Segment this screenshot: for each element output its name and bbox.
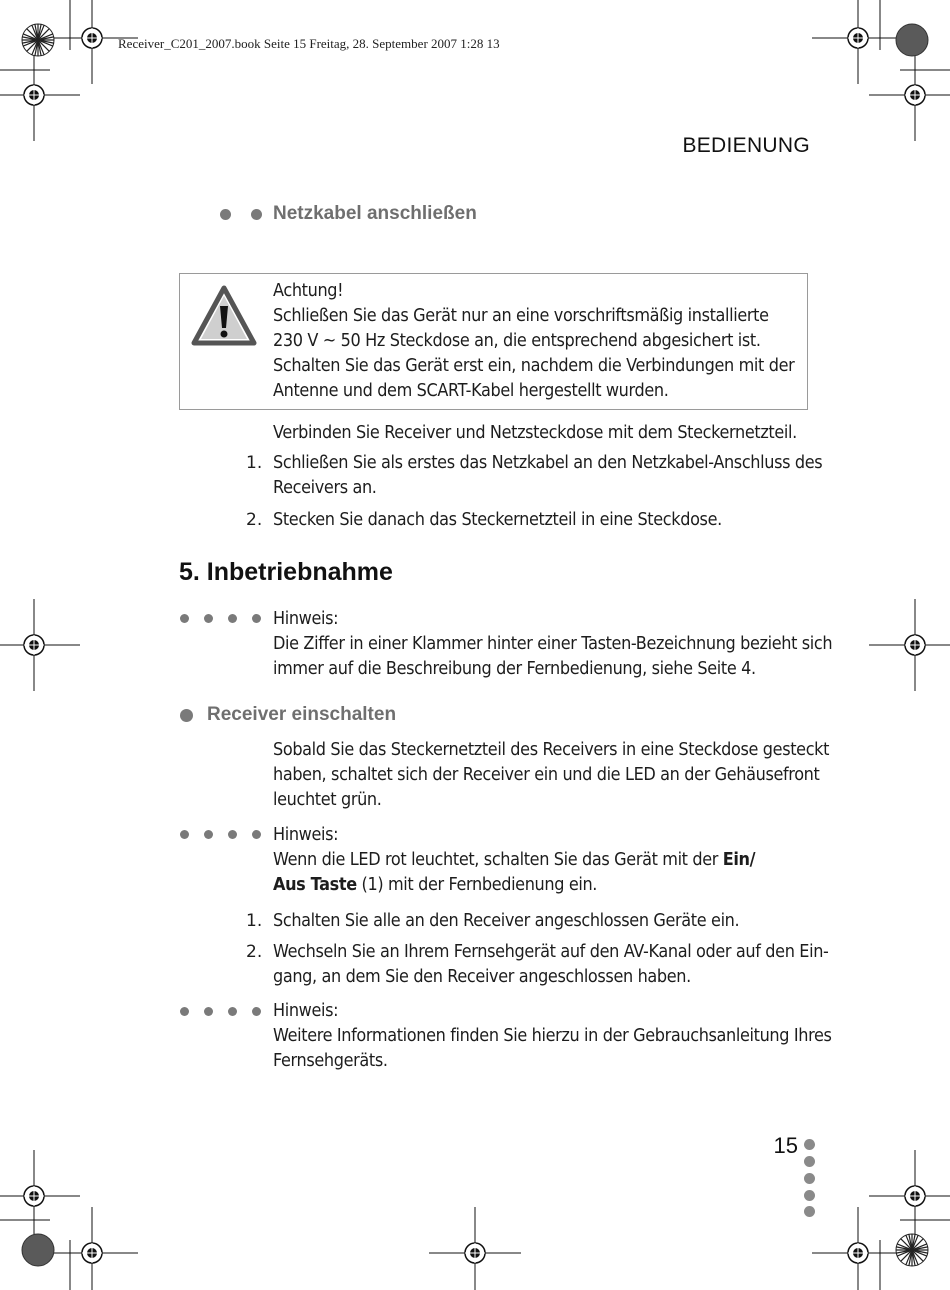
step-text — [273, 451, 822, 501]
warning-line: Schalten Sie das Gerät erst ein, nachdem die Verbindungen mit der — [273, 356, 795, 376]
power-on-text — [273, 738, 829, 813]
warning-line: Schließen Sie das Gerät nur an eine vorschriftsmäßig installierte — [273, 306, 769, 326]
section-bullet — [180, 709, 193, 722]
step-line: Stecken Sie danach das Steckernetzteil in eine Steckdose. — [273, 510, 722, 530]
page-dots — [804, 1139, 816, 1219]
section-bullets — [220, 206, 270, 222]
note-line: Weitere Informationen finden Sie hierzu in der Gebrauchsanleitung Ihres — [273, 1026, 832, 1046]
note-line: Die Ziffer in einer Klammer hinter einer Tasten-Bezeichnung bezieht sich — [273, 634, 833, 654]
subsection-title-power: Netzkabel anschließen — [273, 203, 477, 224]
note-bullets — [180, 830, 262, 842]
note-text: Wenn die LED rot leuchtet, schalten Sie das Gerät mit der — [273, 850, 723, 870]
step-text — [273, 909, 739, 934]
step-line: Schließen Sie als erstes das Netzkabel an den Netzkabel-Anschluss des — [273, 453, 823, 473]
step-number: 1. — [246, 453, 263, 473]
note-line: immer auf die Beschreibung der Fernbedienung, siehe Seite 4. — [273, 659, 756, 679]
step-line: gang, an dem Sie den Receiver angeschlossen haben. — [273, 967, 691, 987]
note-line — [273, 873, 755, 898]
note-bullets — [180, 1007, 262, 1019]
step-line: Schalten Sie alle an den Receiver angeschlossen Geräte ein. — [273, 911, 740, 931]
note-line — [273, 848, 755, 873]
text-line: haben, schaltet sich der Receiver ein und die LED an der Gehäusefront — [273, 765, 820, 785]
power-intro: Verbinden Sie Receiver und Netzsteckdose mit dem Steckernetzteil. — [273, 423, 797, 443]
step-text — [273, 940, 828, 990]
note-3 — [273, 999, 832, 1074]
text-line: Sobald Sie das Steckernetzteil des Receivers in eine Steckdose gesteckt — [273, 740, 830, 760]
note-2 — [273, 823, 755, 898]
note-label: Hinweis: — [273, 1001, 339, 1021]
note-1 — [273, 607, 832, 682]
step-line: Wechseln Sie an Ihrem Fernsehgerät auf den AV-Kanal oder auf den Ein- — [273, 942, 829, 962]
chapter-title: 5. Inbetriebnahme — [179, 558, 393, 586]
step-line: Receivers an. — [273, 478, 377, 498]
text-line: leuchtet grün. — [273, 790, 382, 810]
warning-line: Antenne und dem SCART-Kabel hergestellt wurden. — [273, 381, 669, 401]
note-label: Hinweis: — [273, 609, 339, 629]
warning-triangle-icon — [191, 283, 257, 349]
subsection-title-power-on: Receiver einschalten — [207, 704, 397, 725]
print-slug: Receiver_C201_2007.book Seite 15 Freitag, 28. September 2007 1:28 13 — [118, 36, 500, 51]
step-number: 2. — [246, 510, 263, 530]
note-line: Fernsehgeräts. — [273, 1051, 388, 1071]
key-name: Ein/ — [722, 850, 756, 870]
step-number: 2. — [246, 942, 263, 962]
running-header: BEDIENUNG — [682, 134, 810, 157]
key-name: Aus Taste — [273, 875, 357, 895]
warning-text — [273, 279, 794, 404]
warning-line: 230 V ~ 50 Hz Steckdose an, die entsprechend abgesichert ist. — [273, 331, 761, 351]
step-number: 1. — [246, 911, 263, 931]
page-number: 15 — [773, 1133, 798, 1158]
note-bullets — [180, 614, 262, 626]
step-text — [273, 508, 722, 533]
note-text: (1) mit der Fernbedienung ein. — [356, 875, 598, 895]
warning-line: Achtung! — [273, 281, 344, 301]
note-label: Hinweis: — [273, 825, 339, 845]
